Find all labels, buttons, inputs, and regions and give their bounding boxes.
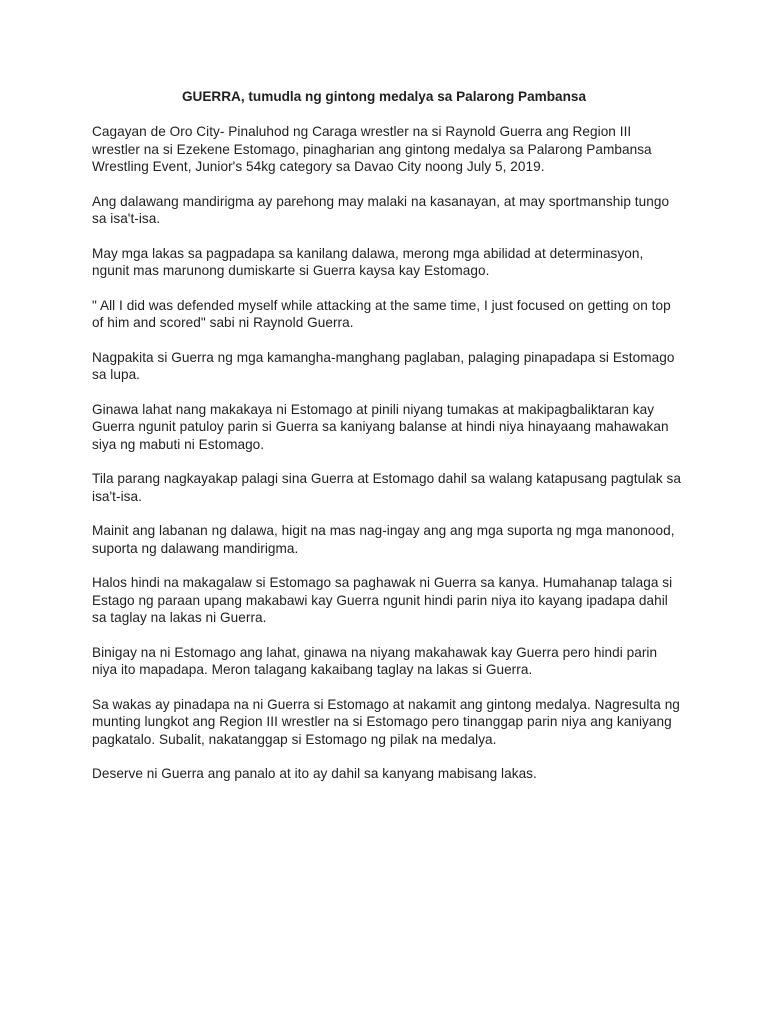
paragraph-3: May mga lakas sa pagpadapa sa kanilang dalawa, merong mga abilidad at determinasyon, ngunit mas marunong dumiskarte si Guerra kaysa kay Estomago. xyxy=(92,245,644,278)
paragraph-1: Cagayan de Oro City- Pinaluhod ng Caraga wrestler na si Raynold Guerra ang Region III wrestler na si Ezekene Estomago, pinagharian ang gintong medalya sa Palarong Pambansa Wrestling Event, Junior's 54kg category sa Davao City noong July 5, 2019. xyxy=(92,124,652,174)
article-title: GUERRA, tumudla ng gintong medalya sa Palarong Pambansa xyxy=(181,89,587,104)
paragraph-2: Ang dalawang mandirigma ay parehong may malaki na kasanayan, at may sportmanship tungo sa isa't-isa. xyxy=(92,193,670,226)
paragraph-6: Ginawa lahat nang makakaya ni Estomago at pinili niyang tumakas at makipagbaliktaran kay Guerra ngunit patuloy parin si Guerra sa kaniyang balanse at hindi niya hinayaang mahawakan siya ng mabuti ni Estomago. xyxy=(92,401,669,452)
paragraph-10: Binigay na ni Estomago ang lahat, ginawa na niyang makahawak kay Guerra pero hindi parin niya ito mapadapa. Meron talagang kakaibang taglay na lakas si Guerra. xyxy=(92,644,658,677)
paragraph-11: Sa wakas ay pinadapa na ni Guerra si Estomago at nakamit ang gintong medalya. Nagresulta ng munting lungkot ang Region III wrestler na si Estomago pero tinanggap parin niya ang kaniyang pagkatalo. Subalit, nakatanggap si Estomago ng pilak na medalya. xyxy=(92,696,680,747)
paragraph-8: Mainit ang labanan ng dalawa, higit na mas nag-ingay ang ang mga suporta ng mga manonood, suporta ng dalawang mandirigma. xyxy=(92,523,675,556)
paragraph-7: Tila parang nagkayakap palagi sina Guerra at Estomago dahil sa walang katapusang pagtulak sa isa't-isa. xyxy=(92,471,682,504)
article-body xyxy=(92,123,682,800)
paragraph-9: Halos hindi na makagalaw si Estomago sa paghawak ni Guerra sa kanya. Humahanap talaga si Estago ng paraan upang makabawi kay Guerra ngunit hindi parin niya ito kayang ipadapa dahil sa taglay na lakas ni Guerra. xyxy=(92,575,673,625)
paragraph-4: " All I did was defended myself while attacking at the same time, I just focused on getting on top of him and scored" sabi ni Raynold Guerra. xyxy=(92,297,671,330)
paragraph-12: Deserve ni Guerra ang panalo at ito ay dahil sa kanyang mabisang lakas. xyxy=(92,766,537,781)
paragraph-5: Nagpakita si Guerra ng mga kamangha-manghang paglaban, palaging pinapadapa si Estomago sa lupa. xyxy=(92,349,675,382)
